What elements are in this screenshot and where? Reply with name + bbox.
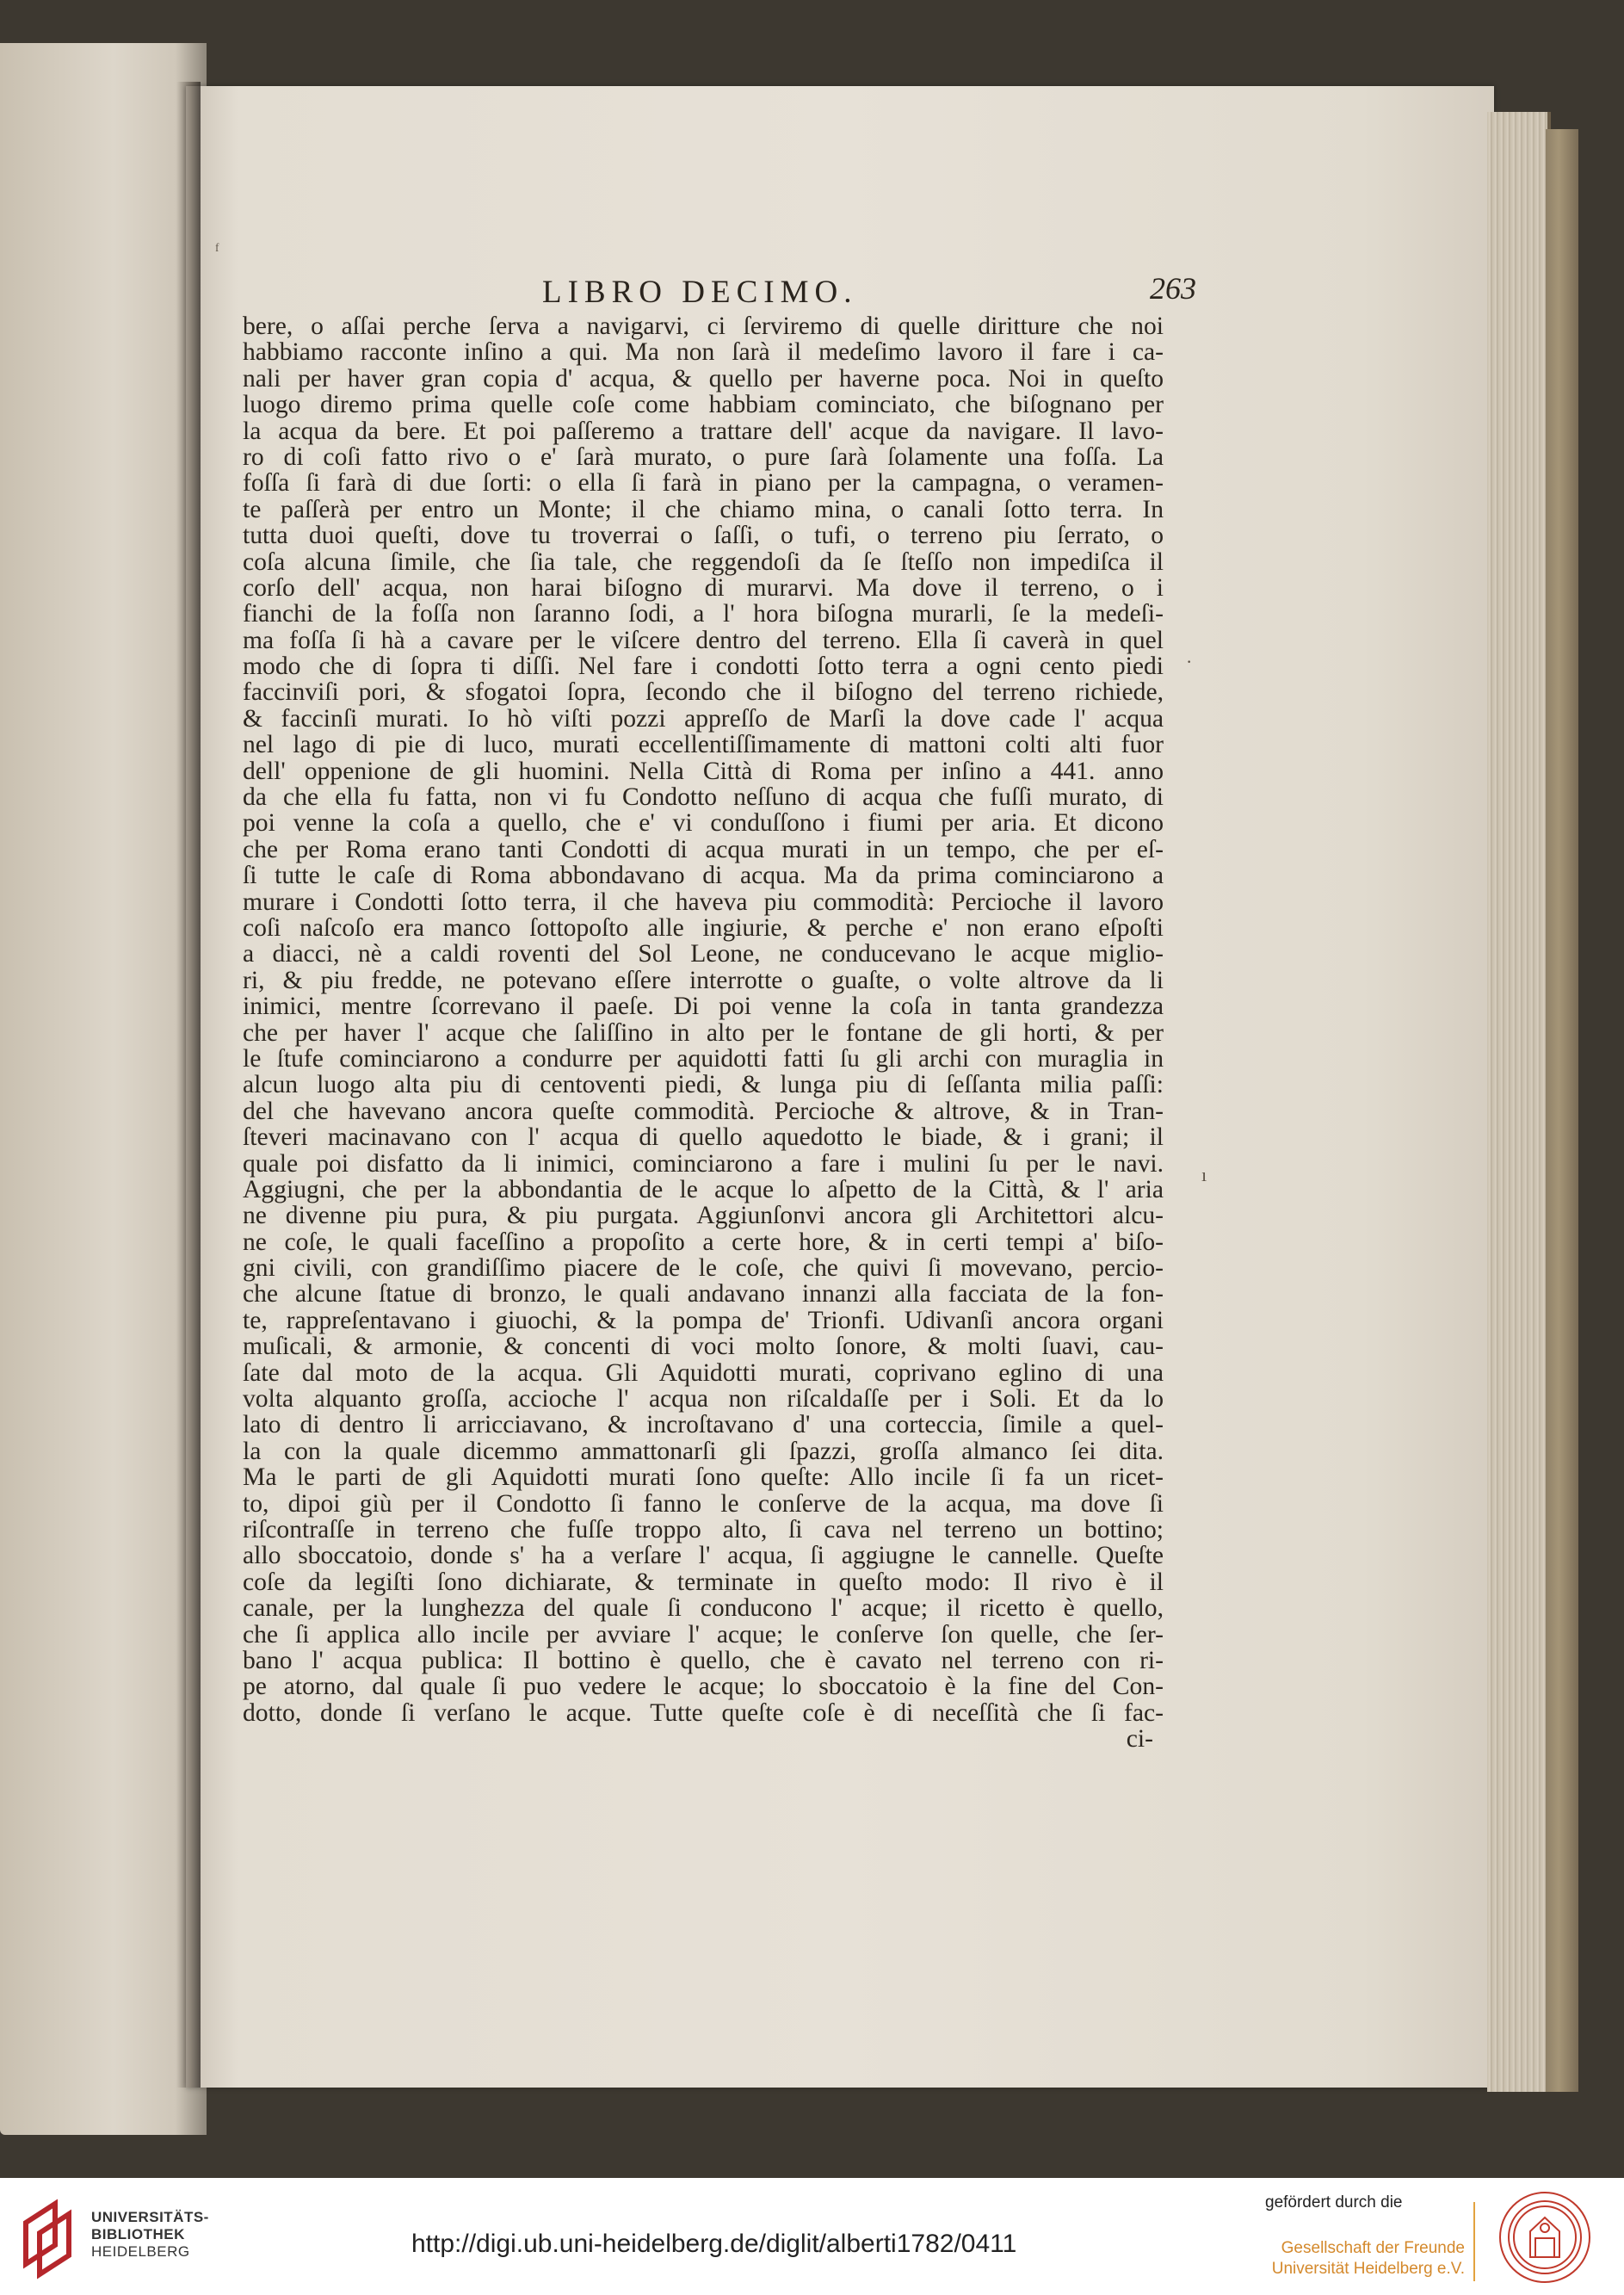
text-line: ro di coſi fatto rivo o e' ſarà murato, o pure ſarà ſolamente una foſſa. La [243,442,1164,471]
university-seal-icon [1497,2190,1592,2285]
page-speck: · [1186,651,1193,672]
text-line: pe atorno, dal quale ſi puo vedere le acque; lo sboccatoio è la fine del Con- [243,1673,1164,1701]
text-line: dotto, donde ſi verſano le acque. Tutte queſte coſe è di neceſſità che ſi fac- [243,1698,1164,1727]
text-line: la acqua da bere. Et poi paſſeremo a trattare dell' acque da navigare. Il lavo- [243,417,1164,445]
text-line: te paſſerà per entro un Monte; il che chiamo mina, o canali ſotto terra. In [243,495,1164,523]
text-line: Aggiugni, che per la abbondantia de le acque lo aſpetto de la Città, & l' aria [243,1175,1164,1203]
text-line: bano l' acqua publica: Il bottino è quello, che è cavato nel terreno con ri- [243,1646,1164,1674]
text-line: Ma le parti de gli Aquidotti murati ſono queſte: Allo incile ſi fa un ricet- [243,1463,1164,1492]
text-line: gni civili, con grandiſſimo piacere de le coſe, che quivi ſi movevano, percio- [243,1254,1164,1283]
text-line: del che havevano ancora queſte commodità. Percioche & altrove, & in Tran- [243,1097,1164,1125]
text-line: ſteveri macinavano con l' acqua di quello aquedotto le biade, & i grani; il [243,1123,1164,1152]
text-line: lato di dentro li arricciavano, & incroſtavano d' una corteccia, ſimile a quel- [243,1411,1164,1439]
text-line: murare i Condotti ſotto terra, il che haveva piu commodità: Percioche il lavoro [243,888,1164,916]
text-line: quale poi disfatto da li inimici, cominciarono a fare i mulini ſu per le navi. [243,1149,1164,1178]
text-line: nel lago di pie di luco, murati eccellentiſſimamente di mattoni colti alti fuor [243,731,1164,759]
text-line: ſi tutte le caſe di Roma abbondavano di acqua. Ma da prima cominciarono a [243,862,1164,890]
text-line: ne divenne piu pura, & piu purgata. Aggiunſonvi ancora gli Architettori alcu- [243,1202,1164,1230]
text-line: coſi naſcoſo era manco ſottopoſto alle ingiurie, & perche e' non erano eſpoſti [243,913,1164,942]
text-line: coſa alcuna ſimile, che ſia tale, che reggendoſi da ſe ſteſſo non impediſca il [243,547,1164,576]
text-line: ma foſſa ſi hà a cavare per le viſcere dentro del terreno. Ella ſi caverà in quel [243,626,1164,654]
text-line: corſo dell' acqua, non harai biſogno di murarvi. Ma dove il terreno, o i [243,573,1164,602]
text-line: che per Roma erano tanti Condotti di acqua murati in un tempo, che per eſ- [243,835,1164,863]
text-line: allo sboccatoio, donde s' ha a verſare l' acqua, ſi aggiugne le cannelle. Queſte [243,1542,1164,1570]
library-name-line: HEIDELBERG [91,2243,190,2260]
text-line: tutta duoi queſti, dove tu troverrai o ſaſſi, o tufi, o terreno piu ſerrato, o [243,522,1164,550]
funder-name-line: Gesellschaft der Freunde [1281,2239,1465,2257]
running-head-title: LIBRO DECIMO. [542,275,858,310]
text-line: che per haver l' acque che ſaliſſino in alto per le fontane de gli horti, & per [243,1018,1164,1047]
text-line: alcun luogo alta piu di centoventi piedi, & lunga piu di ſeſſanta milia paſſi: [243,1071,1164,1099]
text-line: ne coſe, le quali faceſſino a propoſito a certe hore, & in certi tempi a' biſo- [243,1228,1164,1256]
text-line: luogo diremo prima quelle coſe come habbiam cominciato, che biſognano per [243,391,1164,419]
text-line: & faccinſi murati. Io hò viſti pozzi appreſſo de Marſi la dove cade l' acqua [243,704,1164,733]
text-line: fianchi de la foſſa non ſaranno ſodi, a l' hora biſogna murarli, ſe la medeſi- [243,600,1164,628]
text-line: modo che di ſopra ti diſſi. Nel fare i condotti ſotto terra a ogni cento piedi [243,653,1164,681]
book-gutter [176,82,201,2088]
text-line: a diacci, nè a caldi roventi del Sol Leone, ne conducevano le acque miglio- [243,940,1164,968]
funder-name[interactable] [1265,2238,1465,2280]
text-line: riſcontraſſe in terreno che fuſſe troppo alto, ſi cava nel terreno un bottino; [243,1515,1164,1543]
text-line: ſate dal moto de la acqua. Gli Aquidotti murati, coprivano eglino di una [243,1358,1164,1387]
library-name-line: BIBLIOTHEK [91,2226,185,2242]
text-line: muſicali, & armonie, & concenti di voci molto ſonore, & molti ſuavi, cau- [243,1333,1164,1361]
text-line: faccinviſi pori, & sfogatoi ſopra, ſecondo che il biſogno del terreno richiede, [243,678,1164,707]
page-speck: ᶠ [215,239,219,261]
text-line: inimici, mentre ſcorrevano il paeſe. Di poi venne la coſa in tanta grandezza [243,993,1164,1021]
footer-bar [0,2178,1624,2295]
text-line: to, dipoi giù per il Condotto ſi fanno le conſerve de la acqua, ma dove ſi [243,1489,1164,1518]
text-line: canale, per la lunghezza del quale ſi conducono l' acque; il ricetto è quello, [243,1594,1164,1623]
text-line: poi venne la coſa a quello, che e' vi conduſſono i fiumi per aria. Et dicono [243,809,1164,838]
left-page [0,43,207,2135]
funder-name-line: Universität Heidelberg e.V. [1271,2260,1465,2278]
text-line: ri, & piu fredde, ne potevano eſſere interrotte o guaſte, o volte altrove da li [243,966,1164,994]
page-number: 263 [1150,271,1196,306]
text-line: che alcune ſtatue di bronzo, le quali andavano innanzi alla facciata de la fon- [243,1280,1164,1308]
body-text [243,313,1164,1752]
text-line: foſſa ſi farà di due ſorti: o ella ſi farà in piano per la campagna, o veramen- [243,469,1164,498]
library-name-line: UNIVERSITÄTS- [91,2209,209,2225]
text-line: la con la quale dicemmo ammattonarſi gli ſpazzi, groſſa almanco ſei dita. [243,1437,1164,1465]
text-line: te, rappreſentavano i giuochi, & la pompa de' Trionfi. Udivanſi ancora organi [243,1306,1164,1334]
catchword: ci- [1126,1725,1153,1754]
funder-block [1265,2178,1624,2295]
text-line: bere, o aſſai perche ſerva a navigarvi, ci ſerviremo di quelle diritture che noi [243,312,1164,340]
text-line: volta alquanto groſſa, accioche l' acqua non riſcaldaſſe per i Soli. Et da lo [243,1385,1164,1413]
text-line: coſe da legiſti ſono dichiarate, & terminate in queſto modo: Il rivo è il [243,1568,1164,1596]
funder-divider [1473,2202,1475,2281]
text-line: nali per haver gran copia d' acqua, & quello per haverne poca. Noi in queſto [243,364,1164,393]
page-speck: ı [1201,1164,1207,1185]
running-head [241,258,1196,310]
page-block-edge [1487,112,1551,2092]
text-line: che ſi applica allo incile per avviare l' acque; le conſerve ſon quelle, che ſer- [243,1620,1164,1649]
library-name [91,2209,209,2261]
book-cover-edge [1546,129,1578,2092]
permalink[interactable]: http://digi.ub.uni-heidelberg.de/diglit/alberti1782/0411 [411,2230,1017,2258]
text-line: da che ella fu fatta, non vi fu Condotto neſſuno di acqua che fuſſi murato, di [243,783,1164,812]
university-library-logo-icon[interactable] [21,2193,77,2280]
text-line: dell' oppenione de gli huomini. Nella Città di Roma per inſino a 441. anno [243,757,1164,785]
funded-by-label: gefördert durch die [1265,2193,1403,2211]
text-line: le ſtufe cominciarono a condurre per aquidotti fatti ſu gli archi con muraglia in [243,1044,1164,1073]
text-line: habbiamo racconte inſino a qui. Ma non ſarà il medeſimo lavoro il fare i ca- [243,338,1164,367]
